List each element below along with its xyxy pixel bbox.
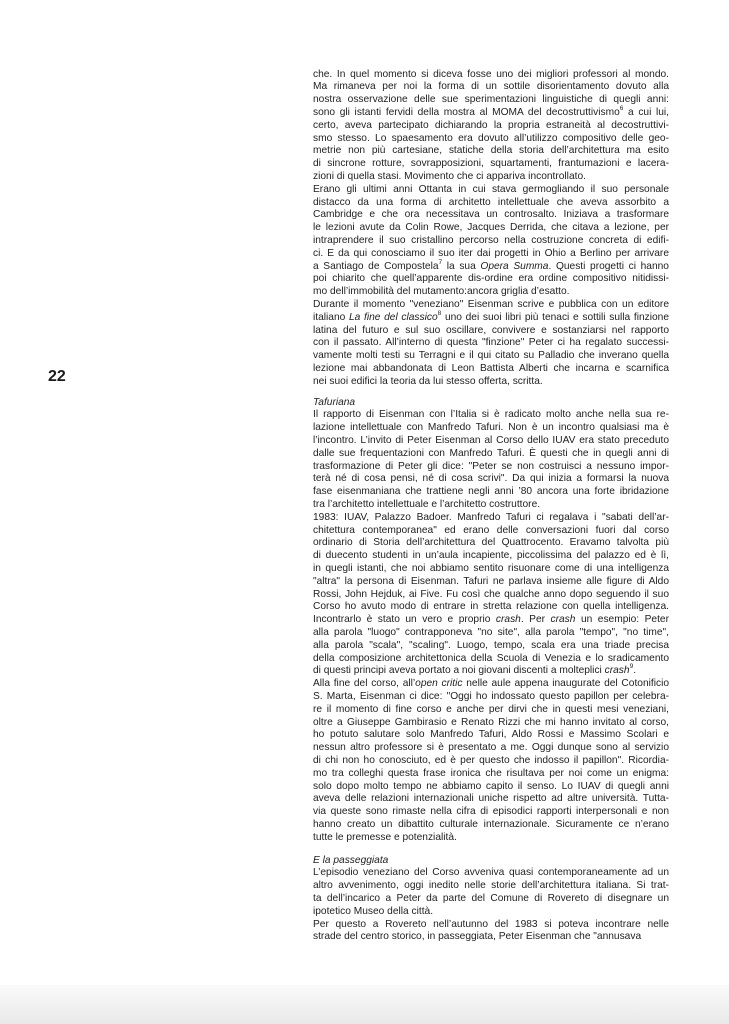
text-run: Erano gli ultimi anni Ottanta in cui stava germogliando il suo personale [313, 183, 669, 195]
text-line [313, 653, 669, 666]
text-run: 1983: IUAV, Palazzo Badoer. Manfredo Tafuri ci regalava i "sabati dell’ar- [313, 511, 669, 523]
text-run: mo tra colleghi questa frase ironica che risultava per noi come un enigma: [313, 767, 669, 779]
text-line [313, 376, 669, 389]
text-run: certo, aveva partecipato dichiarando la propria estraneità al decostruttivi- [313, 119, 669, 131]
text-line [313, 222, 669, 235]
text-line [313, 880, 669, 893]
text-run: solo dopo molto tempo ne abbiamo capito il senso. Lo IUAV di quegli anni [313, 780, 669, 792]
text-run: L’episodio veneziano del Corso avveniva quasi contemporaneamente ad un [313, 867, 669, 879]
text-line [313, 486, 669, 499]
text-line [313, 273, 669, 286]
text-run: mo dell’immobilità del mutamento:ancora griglia d’esatto. [313, 286, 570, 298]
text-run: metrie non più cartesiane, statiche della storia dell’architettura ma esito [313, 145, 669, 157]
text-run: ta dell’incarico a Peter da parte del Comune di Rovereto di disegnare un [313, 892, 669, 904]
text-line [313, 461, 669, 474]
text-run: lazione intellettuale con Manfredo Tafuri. Non è un incontro qualsiasi ma è [313, 422, 669, 434]
text-run: ipotetico Museo della città. [313, 905, 434, 917]
text-run: ci. E da qui conosciamo il suo iter dai progetti in Ohio a Berlino per arrivare [313, 247, 669, 259]
text-run: Durante il momento "veneziano" Eisenman scrive e pubblica con un editore [313, 298, 669, 310]
text-line [313, 145, 669, 158]
text-line [313, 550, 669, 563]
text-run: Alla fine del corso, all’ [313, 678, 416, 690]
text-line [313, 627, 669, 640]
text-line [313, 104, 670, 120]
text-run: alla parola "scala", "scaling". Luogo, tempo, scala era una triade precisa [313, 639, 669, 651]
text-line [313, 691, 669, 704]
italic-text: La fine del classico [348, 311, 438, 323]
text-line [313, 409, 669, 422]
text-run: lezione mai abbandonata di Leon Battista Alberti che incarna e scarnifica [313, 362, 669, 374]
text-line [313, 209, 669, 222]
italic-text: Opera Summa [480, 260, 549, 272]
text-line [313, 576, 669, 589]
text-line [313, 793, 669, 806]
text-line [313, 248, 669, 261]
text-line [313, 133, 669, 146]
text-line [313, 473, 669, 486]
text-run: di sincrone rotture, sovrapposizioni, squartamenti, frantumazioni e lacera- [313, 158, 669, 170]
text-run: uno dei suoi libri più tenaci e sottili sulla finzione [441, 311, 670, 323]
text-run: nei suoi edifici la teoria da lui stesso offerta, scritta. [313, 375, 543, 387]
text-line [313, 678, 669, 691]
text-run: nostra osservazione delle sue sperimentazioni linguistiche di quegli anni: [313, 94, 669, 106]
text-run: "altra" la persona di Eisenman. Tafuri ne parlava insieme alle figure di Aldo [313, 575, 669, 587]
text-line [313, 448, 669, 461]
text-line [313, 832, 669, 845]
italic-text: crash [495, 614, 521, 626]
text-line [313, 601, 669, 614]
text-line [313, 819, 669, 832]
footnote-marker: 7 [438, 258, 443, 266]
text-run: dalle sue frequentazioni con Manfredo Tafuri. È questi che in quegli anni di [313, 447, 669, 459]
text-line [313, 435, 669, 448]
text-line [313, 350, 669, 363]
text-line [313, 729, 669, 742]
text-run: un esempio: Peter [575, 614, 669, 626]
text-run: intraprendere il suo cristallino percorso nella costruzione concreta di edifi- [313, 234, 669, 246]
text-line [313, 931, 669, 944]
text-run: italiano [313, 311, 349, 323]
text-run: la sua [442, 260, 481, 272]
text-run: strade del centro storico, in passeggiata, Peter Eisenman che "annusava [313, 931, 642, 943]
text-run: aveva delle relazioni internazionali uniche rispetto ad altre università. Tutta- [313, 793, 669, 805]
text-run: . Per [520, 614, 551, 626]
text-run: Per questo a Rovereto nell’autunno del 1983 si poteva incontrare nelle [313, 918, 669, 930]
text-line [313, 742, 669, 755]
text-line [313, 906, 669, 919]
text-run: . Questi progetti ci hanno [548, 260, 669, 272]
text-run: hanno creato un dibattito culturale internazionale. Sicuramente ce n’erano [313, 818, 669, 830]
footnote-marker: 8 [437, 309, 442, 317]
text-line [313, 363, 669, 376]
text-line [313, 704, 669, 717]
text-run: oltre a Giuseppe Gambirasio e Renato Rizzi che mi hanno invitato al corso, [313, 716, 669, 728]
text-run: Corso ho avuto modo di entrare in stretta relazione con quella intelligenza. [313, 601, 669, 613]
text-line [313, 171, 669, 184]
text-line [313, 337, 669, 350]
text-run: vamente molti testi su Terragni e il qui citato su Palladio che inverano quella [313, 350, 669, 362]
text-line [313, 781, 669, 794]
text-run: a Santiago de Compostela [313, 260, 439, 272]
text-run: altro avvenimento, oggi inedito nelle storie dell’architettura italiana. Si trat- [313, 880, 669, 892]
text-line [313, 537, 669, 550]
text-line [313, 499, 669, 512]
text-line [313, 525, 669, 538]
text-line [313, 512, 669, 525]
footnote-marker: 9 [629, 663, 634, 671]
page-footer-shadow [0, 985, 729, 1024]
text-line [313, 94, 669, 107]
text-run: con il passato. All’interno di questa "finzione" Peter ci ha regalato successi- [313, 337, 669, 349]
text-line [313, 640, 669, 653]
section-tafuriana [313, 397, 669, 845]
text-run: Incontrarlo è stato un vero e proprio [313, 614, 496, 626]
text-run: sono gli istanti fervidi della mostra al MOMA del decostruttivismo [313, 106, 620, 118]
text-run: in quegli istanti, che noi abbiamo sentito risuonare come di una intelligenza [313, 562, 669, 574]
text-line [313, 867, 669, 880]
text-run: Il rapporto di Eisenman con l’Italia si è radicato molto anche nella sua re- [313, 409, 669, 421]
section-e-la-passeggiata [313, 855, 669, 945]
italic-text: crash [604, 665, 630, 677]
text-run: nelle aule appena inaugurate del Cotonificio [462, 678, 669, 690]
text-run: ordinario di Storia dell’architettura del Quattrocento. Eravamo talvolta più [313, 537, 669, 549]
text-line [313, 299, 669, 312]
text-line [313, 563, 669, 576]
text-run: terà né di cosa pensi, né di cosa scrivi". Da qui inizia a formarsi la nuova [313, 473, 669, 485]
text-run: della composizione architettonica della Scuola di Venezia e lo sradicamento [313, 652, 669, 664]
text-line [313, 919, 669, 932]
italic-text: open critic [415, 678, 463, 690]
text-line [313, 69, 669, 82]
text-line [313, 589, 669, 602]
italic-text: crash [550, 614, 576, 626]
text-line [313, 325, 669, 338]
text-run: tra l’architetto intellettuale e l’architetto costruttore. [313, 498, 541, 510]
text-run: che. In quel momento si diceva fosse uno dei migliori professori al mondo. [313, 68, 669, 80]
text-line [313, 158, 669, 171]
text-run: poi chiarito che quell’apparente dis-ordine era ordine compositivo nitidissi- [313, 273, 669, 285]
page-number: 22 [48, 368, 66, 385]
section-heading: E la passeggiata [313, 854, 389, 866]
text-run: chitettura contemporanea" ed erano delle conversazioni fuori dal corso [313, 524, 669, 536]
text-run: Cambridge e che ora necessitava un controsalto. Iniziava a trasformare [313, 209, 669, 221]
text-line [313, 614, 669, 627]
text-line [313, 286, 669, 299]
text-run: re il momento di fine corso e anche per dirvi che in questi mesi veneziani, [313, 703, 669, 715]
text-line [313, 120, 669, 133]
text-line [313, 81, 669, 94]
text-run: via queste sono rimaste nella cifra di episodici rapporti interpersonali e non [313, 806, 669, 818]
text-run: alla parola "luogo" contrapponeva "no site", alla parola "tempo", "no time", [313, 626, 669, 638]
text-line [313, 422, 669, 435]
section-heading: Tafuriana [313, 396, 356, 408]
text-run: l’incontro. L’invito di Peter Eisenman al Corso dello IUAV era stato preceduto [313, 434, 669, 446]
text-run: fase eisenmaniana che trattiene negli anni ’80 ancora una forte ibridazione [313, 486, 669, 498]
text-line [313, 258, 669, 274]
text-run: Ma rimaneva per noi la forma di un sottile disorientamento dovuto alla [313, 81, 669, 93]
text-line [313, 755, 669, 768]
text-run: smo stesso. Lo spaesamento era dovuto all’utilizzo compositivo delle geo- [313, 132, 669, 144]
text-run: tutte le premesse e potenzialità. [313, 831, 457, 843]
text-run: a cui lui, [623, 106, 670, 118]
text-line [313, 665, 669, 678]
text-line [313, 184, 669, 197]
text-run: trasformazione di Peter gli dice: "Peter se non costruisci a nessuno impor- [313, 460, 669, 472]
text-line [313, 893, 669, 906]
text-run: di chi non ho conosciuto, ed è per questo che indosso il papillon". Ricordia- [313, 754, 669, 766]
text-line [313, 768, 669, 781]
text-run: distacco da una forma di architetto intellettuale che aveva assorbito a [313, 196, 669, 208]
text-line [313, 197, 669, 210]
text-run: le lezioni avute da Colin Rowe, Jacques Derrida, che citava a lezione, per [313, 222, 669, 234]
footnote-marker: 6 [619, 104, 624, 112]
text-run: Rossi, John Hejduk, ai Five. Fu così che qualche anno dopo seguendo il suo [313, 588, 669, 600]
text-run: . [633, 665, 637, 677]
text-run: di duecento studenti in un’aula incapiente, piccolissima del palazzo ed è lì, [313, 550, 669, 562]
text-run: ho potuto salutare solo Manfredo Tafuri, Aldo Rossi e Massimo Scolari e [313, 729, 669, 741]
text-line [313, 235, 669, 248]
body-text-intro [313, 69, 669, 389]
text-run: S. Marta, Eisenman ci dice: "Oggi ho indossato questo papillon per celebra- [313, 690, 669, 702]
text-run: nessun altro professore si è presentato a me. Oggi dunque sono al servizio [313, 742, 669, 754]
text-line [313, 309, 670, 325]
text-run: di questi principi aveva portato a noi giovani discenti a molteplici [313, 665, 605, 677]
text-run: zioni di quella stasi. Movimento che ci appariva incontrollato. [313, 170, 586, 182]
text-run: latina del futuro e sul suo oscillare, convivere e sostanziarsi nel rapporto [313, 324, 669, 336]
text-line [313, 806, 669, 819]
text-line [313, 717, 669, 730]
